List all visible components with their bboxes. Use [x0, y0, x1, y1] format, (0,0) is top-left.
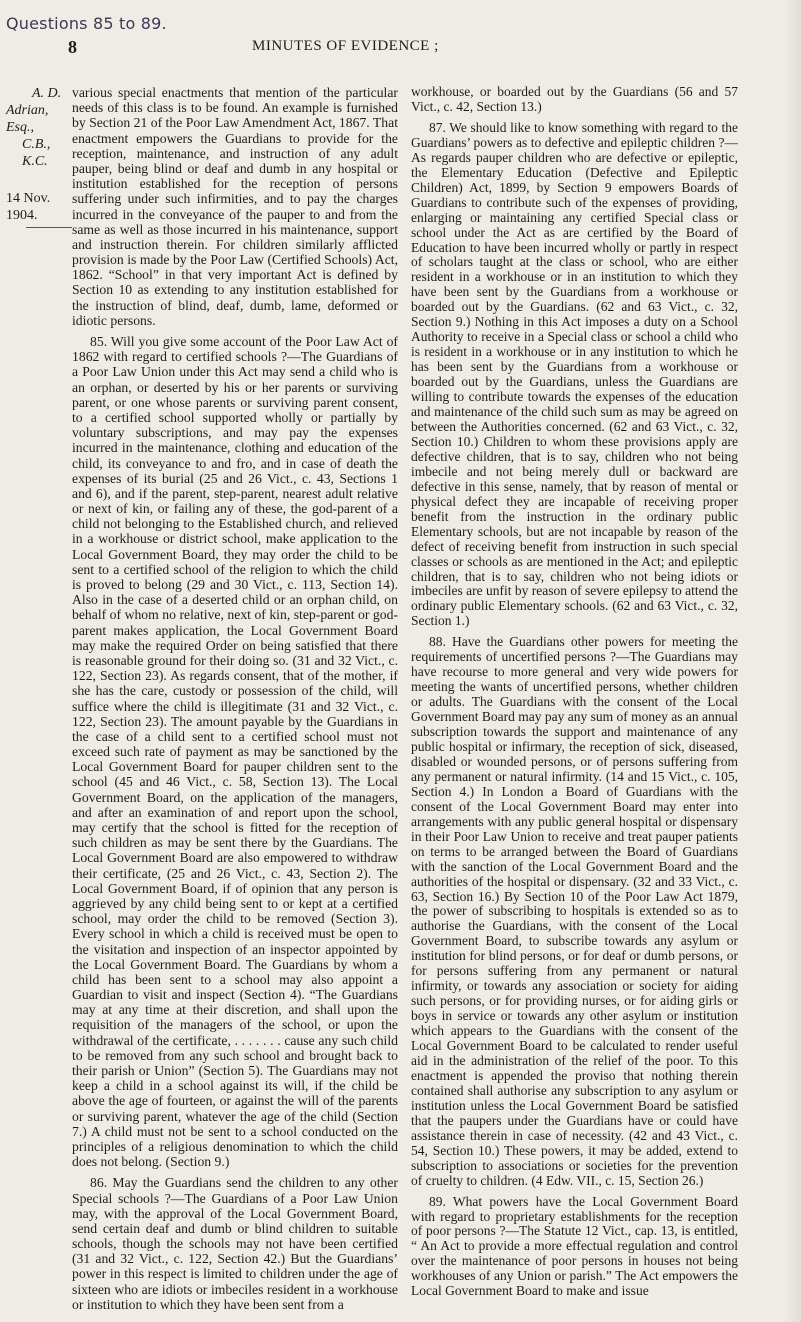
witness-margin-note	[6, 85, 66, 228]
witness-initials: A. D.	[32, 86, 62, 101]
left-column	[72, 85, 398, 1312]
paragraph-question-87: 87. We should like to know something with regard to the Guardians’ powers as to defective and epileptic children ?—As regards pauper children who are defective or epileptic, the Elementary Education (Defective and Epileptic Children) Act, 1899, by Section 9 empowers Boards of Guardians to contribute such of the expenses of providing, enlarging or maintaining any certified Special class or school under the Act as are certified by the Board of Education to have been incurred wholly or partly in respect of scholars taught at the class or school, who are either resident in a workhouse or in an institution to which they have been sent by the Guardians from a workhouse or boarded out by the Guardians. (62 and 63 Vict., c. 32, Section 9.) Nothing in this Act imposes a duty on a School Authority to receive in a Special class or school a child who is resident in a workhouse or in any institution to which he has been sent by the Guardians from a workhouse or boarded out by the Guardians, unless the Guardians are willing to contribute towards the expenses of the education and maintenance of the child such sum as may be agreed on between the Authorities concerned. (62 and 63 Vict., c. 32, Section 10.) Children to whom these provisions apply are defective children, that is to say, children who not being imbecile and not being merely dull or backward are defective in this sense, namely, that by reason of mental or physical defect they are incapable of receiving proper benefit from the instruction in the ordinary public Elementary schools, but are not incapable by reason of the defect of receiving benefit from instruction in such special classes or schools as are mentioned in the Act; and epileptic children, that is to say, children who not being idiots or imbeciles are unfit by reason of severe epilepsy to attend the ordinary public Elementary schools. (62 and 63 Vict., c. 32, Section 1.)	[411, 119, 738, 629]
paragraph-question-85: 85. Will you give some account of the Poor Law Act of 1862 with regard to certified schools ?—The Guardians of a Poor Law Union under this Act may send a child who is an orphan, or deserted by his or her parents or surviving parent, or one whose parents or surviving parent consent, to a certified school supported wholly or partially by voluntary subscriptions, and may pay the expenses incurred in the maintenance, clothing and education of the child, its conveyance to and fro, and in case of death the expenses of its burial (25 and 26 Vict., c. 43, Sections 1 and 6), and if the parent, step-parent, nearest adult relative or next of kin, or failing any of these, the god-parent of a child not belonging to the Established church, and relieved in a workhouse or district school, make application to the Local Government Board, they may order the child to be sent to a certified school of the religion to which the child is proved to belong (29 and 30 Vict., c. 113, Section 14). Also in the case of a deserted child or an orphan child, on behalf of whom no relative, next of kin, step-parent or god-parent makes application, the Local Government Board may make the required Order on being satisfied that there is reasonable ground for their doing so. (31 and 32 Vict., c. 122, Section 23). As regards consent, that of the mother, if she has the care, custody or possession of the child, will suffice where the child is illegitimate (31 and 32 Vict., c. 122, Section 23). The amount payable by the Guardians in the case of a child sent to a certified school must not exceed such rate of payment as may be sanctioned by the Local Government Board for pauper children sent to the school (45 and 46 Vict., c. 58, Section 13). The Local Government Board, on the application of the managers, and after an examination of and report upon the school, may certify that the school is fitted for the reception of such children as may be sent there by the Guardians. The Local Government Board are also empowered to withdraw their certificate, (25 and 26 Vict., c. 43, Section 2). The Local Government Board, if of opinion that any person is aggrieved by any child being sent to or kept at a certified school, may order the child to be removed (Section 3). Every school in which a child is received must be open to the visitation and inspection of an inspector appointed by the Local Government Board. The Guardians by whom a child has been sent to a school may also appoint a Guardian to visit and inspect (Section 4). “The Guardians may at any time at their discretion, and shall upon the requisition of the managers of the school, or upon the withdrawal of the certificate, . . . . . . . cause any such child to be removed from any such school and brought back to their parish or Union” (Section 5). The Guardians may not keep a child in a school against its will, if the child be above the age of fourteen, or against the will of the parents or surviving parent, whatever the age of the child (Section 7.) A child must not be sent to a school conducted on the principles of a religious denomination to which the child does not belong. (Section 9.)	[72, 334, 398, 1170]
paragraph-question-86: 86. May the Guardians send the children to any other Special schools ?—The Guardians of a Poor Law Union may, with the approval of the Local Government Board, send certain deaf and dumb or blind children to suitable schools, though the schools may not have been certified (31 and 32 Vict., c. 122, Section 42.) But the Guardians’ power in this respect is limited to children under the age of sixteen who are idiots or imbeciles resident in a workhouse or institution to which they have been sent from a	[72, 1175, 398, 1312]
handwritten-annotation	[6, 14, 167, 33]
handwritten-note: Questions 85 to 89.	[6, 14, 167, 33]
page-number: 8	[68, 37, 77, 57]
witness-honours: C.B., K.C.	[22, 137, 51, 169]
right-column	[411, 85, 738, 1299]
margin-rule	[26, 227, 72, 228]
paragraph: workhouse, or boarded out by the Guardians (56 and 57 Vict., c. 42, Section 13.)	[411, 84, 738, 114]
hearing-date: 14 Nov. 1904.	[6, 191, 51, 223]
witness-name: Adrian, Esq.,	[6, 103, 49, 135]
paragraph: various special enactments that mention of the particular needs of this class is to be found. An example is furnished by Section 21 of the Poor Law Amendment Act, 1867. That enactment empowers the Guardians to provide for the reception, maintenance, and instruction of any adult pauper, being blind or deaf and dumb in any hospital or institution established for the reception of persons suffering under such infirmities, and to pay the charges incurred in the conveyance of the pauper to and from the same as well as those incurred in his maintenance, support and instruction therein. For children similarly afflicted provision is made by the Poor Law (Certified Schools) Act, 1862. “School” in that very important Act is defined by Section 10 as extending to any institution established for the instruction of blind, deaf, dumb, lame, deformed or idiotic persons.	[72, 85, 398, 328]
page-edge-shadow	[783, 0, 801, 1322]
paragraph-question-88: 88. Have the Guardians other powers for meeting the requirements of uncertified persons ?—The Guardians may have recourse to more general and very wide powers for meeting the wants of uncertified persons, whether children or adults. The Guardians with the consent of the Local Government Board may pay any sum of money as an annual subscription towards the support and maintenance of any public hospital or infirmary, the reception of sick, diseased, disabled or wounded persons, or of persons suffering from any permanent or natural infirmity. (14 and 15 Vict., c. 105, Section 4.) In London a Board of Guardians with the consent of the Local Government Board may enter into arrangements with any public general hospital or dispensary in their Poor Law Union to receive and treat pauper patients on terms to be arranged between the Board of Guardians with the sanction of the Local Government Board and the authorities of the hospital or dispensary. (32 and 33 Vict., c. 63, Section 16.) By Section 10 of the Poor Law Act 1879, the power of subscribing to hospitals is extended so as to authorise the Guardians, with the consent of the Local Government Board, to subscribe towards any asylum or institution for blind persons, or for deaf or dumb persons, or for persons suffering from any permanent or natural infirmity, or towards any association or society for aiding such persons, or for providing nurses, or for aiding girls or boys in service or towards any other asylum or institution which appears to the Guardians with the consent of the Local Government Board to be calculated to render useful aid in the administration of the relief of the poor. To this enactment is appended the proviso that nothing therein contained shall authorise any subscription to any asylum or institution unless the Local Government Board be satisfied that the paupers under the Guardians have or could have assistance therein in case of necessity. (42 and 43 Vict., c. 54, Section 10.) These powers, it may be added, extend to subscription to associations or societies for the prevention of cruelty to children. (4 Edw. VII., c. 15, Section 26.)	[411, 634, 738, 1188]
paragraph-question-89: 89. What powers have the Local Government Board with regard to proprietary establishments for the reception of poor persons ?—The Statute 12 Vict., cap. 13, is entitled, “ An Act to provide a more effectual regulation and control over the maintenance of poor persons in houses not being workhouses of any Union or parish.” The Act empowers the Local Government Board to make and issue	[411, 1193, 738, 1299]
running-title: MINUTES OF EVIDENCE ;	[252, 38, 439, 54]
